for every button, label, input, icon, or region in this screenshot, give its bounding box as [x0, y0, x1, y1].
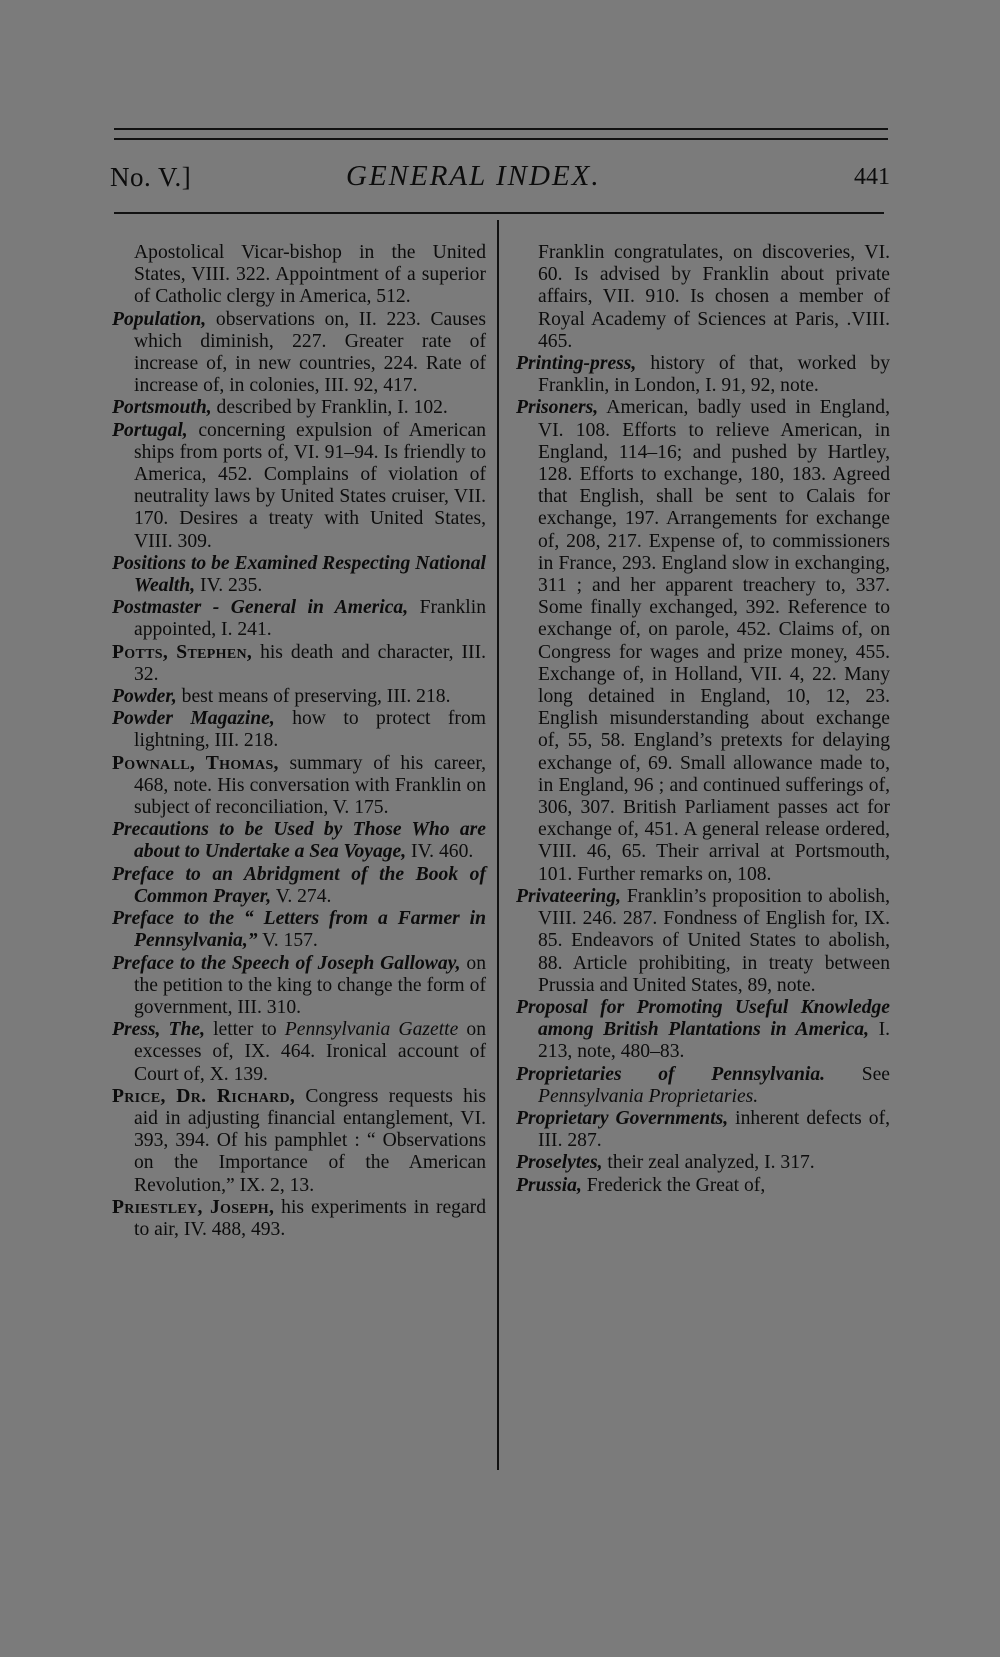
- index-entry: [112, 908, 486, 952]
- index-entry-continuation: [112, 242, 486, 309]
- entry-heading: Proprietary Governments,: [516, 1107, 729, 1129]
- index-entry: [112, 309, 486, 398]
- running-header: [110, 162, 892, 202]
- index-entry: [112, 1019, 486, 1086]
- entry-heading: Prussia,: [516, 1174, 582, 1196]
- top-rule: [114, 128, 888, 130]
- entry-text: how to protect from lightning, III. 218.: [134, 708, 486, 752]
- index-entry: [112, 753, 486, 820]
- entry-text: IV. 460.: [406, 841, 474, 863]
- entry-text: American, badly used in England, VI. 108. Efforts to relieve American, in England, 114–16; and pushed by Hartley, 128. Efforts to exchange, 180, 183. Agreed that English, shall be sent to Calais for exchange, 197. Arrangements for exchange of, 208, 217. Expense of, to commissioners in France, 293. England slow in exchanging, 311 ; and her apparent treachery to, 337. Some finally exchanged, 392. Reference to exchange of, on parole, 452. Claims of, on Congress for wages and prize money, 455. Exchange of, in Holland, VII. 4, 22. Many long detained in England, 10, 12, 23. English misunderstanding about exchange of, 55, 58. England’s pretexts for delaying exchange of, 69. Small allowance made to, in England, 96 ; and continued sufferings of, 306, 307. British Parliament passes act for exchange of, 451. A general release ordered, VIII. 46, 65. Their arrival at Portsmouth, 101. Further remarks on, 108.: [538, 397, 890, 885]
- index-entry: [112, 420, 486, 553]
- entry-heading: Potts, Stephen,: [112, 641, 253, 663]
- entry-heading: Pownall, Thomas,: [112, 752, 279, 774]
- page-title: GENERAL INDEX.: [346, 160, 601, 192]
- entry-text: inherent defects of, III. 287.: [538, 1107, 891, 1152]
- index-entry: [112, 642, 486, 686]
- entry-text: V. 274.: [271, 885, 332, 907]
- entry-heading: Preface to the Speech of Joseph Galloway,: [112, 952, 461, 974]
- index-entry: [516, 1175, 890, 1197]
- entry-text: his experiments in regard to air, IV. 488, 493.: [134, 1196, 486, 1240]
- entry-text: Apostolical Vicar-bishop in the United States, VIII. 322. Appointment of a superior of Catholic clergy in America, 512.: [134, 242, 486, 308]
- left-column: [112, 242, 486, 1241]
- index-entry: [516, 1152, 890, 1174]
- entry-text: history of that, worked by Franklin, in London, I. 91, 92, note.: [538, 353, 890, 397]
- entry-heading: Preface to the “ Letters from a Farmer in Pennsylvania,”: [112, 908, 486, 952]
- index-entry: [112, 597, 486, 641]
- entry-heading: Prisoners,: [516, 397, 599, 419]
- index-entry: [516, 397, 890, 885]
- entry-text: observations on, II. 223. Causes which diminish, 227. Greater rate of increase of, in new countries, 224. Rate of increase of, in colonies, III. 92, 417.: [134, 308, 486, 397]
- entry-text: letter to: [205, 1019, 285, 1041]
- entry-heading: Portugal,: [112, 419, 188, 441]
- entry-heading: Powder Magazine,: [112, 708, 275, 730]
- index-entry: [112, 397, 486, 419]
- column-divider: [497, 220, 499, 1470]
- index-entry: [112, 819, 486, 863]
- entry-italic-ref: Pennsylvania Gazette: [284, 1019, 459, 1041]
- entry-text: V. 157.: [257, 930, 318, 952]
- entry-text: on excesses of, IX. 464. Ironical account of Court of, X. 139.: [134, 1019, 486, 1085]
- entry-text: Franklin appointed, I. 241.: [134, 597, 486, 641]
- entry-heading: Postmaster - General in America,: [112, 597, 409, 619]
- index-entry: [112, 864, 486, 908]
- entry-text: on the petition to the king to change the form of government, III. 310.: [134, 952, 487, 1018]
- entry-text: Franklin’s proposition to abolish, VIII. 246. 287. Fondness of English for, IX. 85. Endeavors of United States to abolish, 88. Article prohibiting, in treaty between Prussia and United States, 89, note.: [538, 885, 890, 996]
- entry-heading: Proprietaries of Pennsylvania.: [516, 1063, 826, 1085]
- entry-text: Frederick the Great of,: [581, 1174, 766, 1196]
- entry-heading: Price, Dr. Richard,: [112, 1085, 296, 1107]
- index-entry: [112, 553, 486, 597]
- entry-heading: Priestley, Joseph,: [112, 1196, 275, 1218]
- entry-text: best means of preserving, III. 218.: [176, 686, 451, 708]
- index-entry: [112, 686, 486, 708]
- entry-text: concerning expulsion of American ships from ports of, VI. 91–94. Is friendly to America, 452. Complains of violation of neutrality laws by United States cruiser, VII. 170. Desires a treaty with United States, VIII. 309.: [134, 419, 486, 552]
- entry-text: described by Franklin, I. 102.: [211, 397, 448, 419]
- right-column: [516, 242, 890, 1197]
- entry-text: summary of his career, 468, note. His conversation with Franklin on subject of reconciliation, V. 175.: [134, 752, 487, 819]
- index-entry: [516, 1108, 890, 1152]
- entry-heading: Press, The,: [112, 1019, 205, 1041]
- entry-heading: Powder,: [112, 686, 177, 708]
- index-entry: [112, 708, 486, 752]
- entry-text: his death and character, III. 32.: [134, 641, 486, 685]
- entry-heading: Printing-press,: [516, 353, 637, 375]
- top-rule-inner: [114, 138, 888, 140]
- entry-heading: Proselytes,: [516, 1152, 603, 1174]
- index-entry: [112, 1086, 486, 1197]
- entry-heading: Portsmouth,: [112, 397, 212, 419]
- entry-heading: Positions to be Examined Respecting National Wealth,: [112, 552, 486, 597]
- index-entry-continuation: [516, 242, 890, 353]
- index-entry: [516, 353, 890, 397]
- entry-heading: Privateering,: [516, 885, 622, 907]
- entry-heading: Population,: [112, 308, 207, 330]
- entry-text: IV. 235.: [195, 575, 263, 597]
- index-entry: [112, 953, 486, 1020]
- entry-heading: Preface to an Abridgment of the Book of Common Prayer,: [112, 863, 486, 907]
- index-entry: [112, 1197, 486, 1241]
- entry-text: See: [825, 1063, 890, 1085]
- index-entry: [516, 1064, 890, 1108]
- entry-text: Franklin congratulates, on discoveries, VI. 60. Is advised by Franklin about private affairs, VII. 910. Is chosen a member of Royal Academy of Sciences at Paris, .VIII. 465.: [538, 242, 890, 352]
- entry-text: Congress requests his aid in adjusting financial entanglement, VI. 393, 394. Of his pamphlet : “ Observations on the Importance of the American Revolution,” IX. 2, 13.: [134, 1085, 487, 1196]
- page-number: 441: [854, 164, 890, 190]
- entry-italic-ref: Pennsylvania Proprietaries.: [538, 1085, 759, 1107]
- entry-text: their zeal analyzed, I. 317.: [602, 1152, 815, 1174]
- header-rule: [114, 212, 884, 214]
- entry-heading: Proposal for Promoting Useful Knowledge among British Plantations in America,: [516, 996, 890, 1041]
- entry-heading: Precautions to be Used by Those Who are about to Undertake a Sea Voyage,: [112, 819, 486, 863]
- volume-label: No. V.]: [110, 162, 192, 192]
- index-entry: [516, 997, 890, 1064]
- entry-text: I. 213, note, 480–83.: [538, 1019, 890, 1063]
- index-entry: [516, 886, 890, 997]
